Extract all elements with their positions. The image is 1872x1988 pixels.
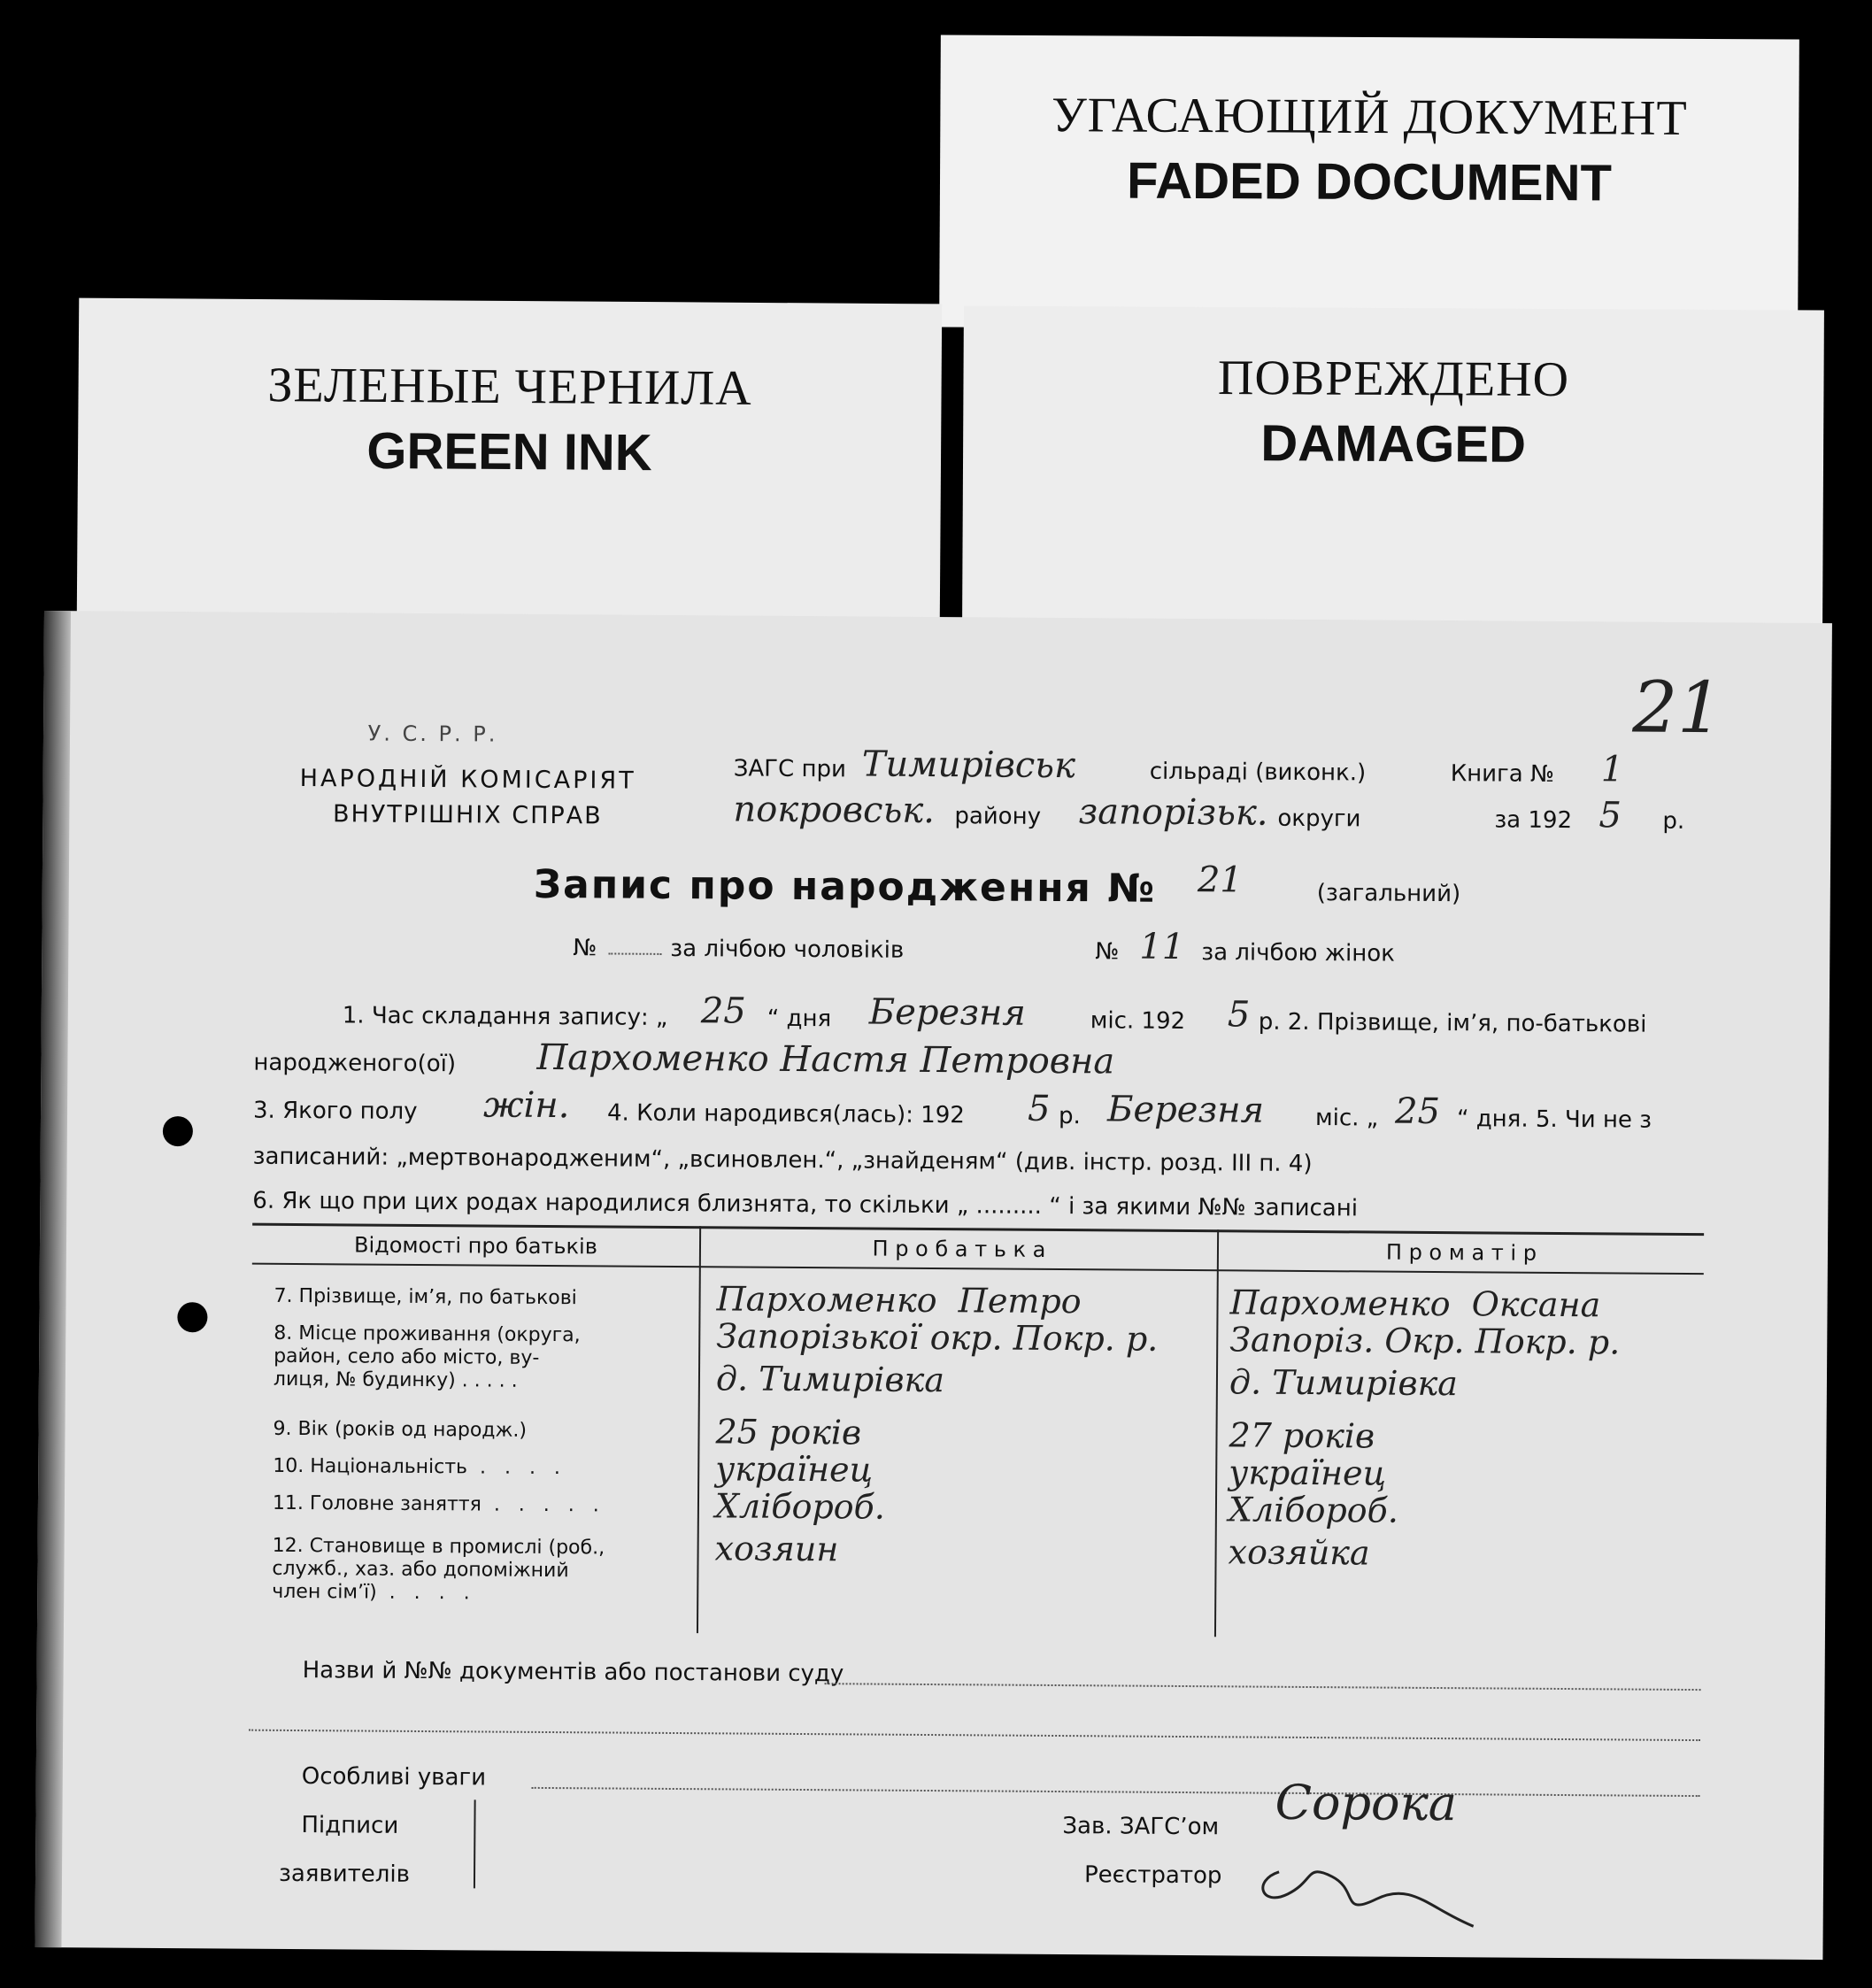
green-ink-label-ru: ЗЕЛЕНЫЕ ЧЕРНИЛА	[267, 358, 752, 416]
punch-hole	[163, 1116, 193, 1146]
okrug-handwritten: запорізьк.	[1078, 791, 1268, 834]
damaged-label-en: DAMAGED	[1260, 414, 1527, 474]
mother-value: хозяйка	[1228, 1532, 1370, 1573]
birth-day-handwritten: 25	[1394, 1090, 1441, 1133]
mother-value: Хлібороб.	[1228, 1490, 1399, 1530]
row-label: 10. Національність . . . .	[273, 1454, 561, 1480]
green-ink-label-en: GREEN INK	[366, 421, 652, 482]
mother-value: 27 років	[1229, 1415, 1375, 1456]
birth-month-suffix: міс. „	[1314, 1105, 1379, 1132]
year-handwritten: 5	[1599, 795, 1622, 836]
birth-year-suffix: р.	[1058, 1103, 1081, 1130]
month-label: міс. 192	[1090, 1007, 1186, 1036]
ussr-label: У. С. Р. Р.	[367, 720, 498, 747]
record-number-handwritten: 21	[1197, 859, 1243, 901]
head-signature: Сорока	[1275, 1774, 1458, 1832]
faded-label-en: FADED DOCUMENT	[1126, 151, 1613, 212]
father-value: українец	[715, 1449, 874, 1490]
mother-value: українец	[1229, 1452, 1387, 1493]
documents-label: Назви й №№ документів або постанови суду	[302, 1657, 844, 1688]
father-value: хозяин	[714, 1529, 839, 1569]
row-label: 7. Прізвище, ім’я, по батькові	[273, 1284, 577, 1310]
green-ink-card	[77, 298, 943, 628]
birth-year-handwritten: 5	[1027, 1088, 1051, 1129]
district-label: району	[954, 803, 1042, 830]
signature-divider	[474, 1799, 476, 1888]
men-count-no: №	[573, 935, 597, 962]
mother-value: Запоріз. Окр. Покр. р. д. Тимирівка	[1229, 1320, 1621, 1404]
birth-day-suffix: “ дня. 5. Чи не з	[1456, 1106, 1652, 1134]
village-handwritten: Тимирівськ	[861, 744, 1076, 787]
table-header-mother: П р о м а т і р	[1385, 1239, 1537, 1266]
record-day-handwritten: 25	[700, 990, 746, 1032]
father-value: Запорізької окр. Покр. р. д. Тимирівка	[715, 1316, 1159, 1400]
registrar-signature	[1252, 1845, 1501, 1936]
row-label: 11. Головне заняття . . . . .	[272, 1491, 599, 1517]
sex-handwritten: жін.	[482, 1084, 570, 1127]
notes-line	[532, 1787, 1700, 1797]
women-count-no: №	[1095, 938, 1120, 966]
birth-date-label: 4. Коли народився(лась): 192	[606, 1099, 965, 1129]
mother-value: Пархоменко Оксана	[1229, 1283, 1601, 1325]
okrug-label: округи	[1277, 805, 1361, 833]
table-col-divider	[697, 1226, 701, 1633]
birth-record-form	[35, 611, 1831, 1960]
damaged-label-ru: ПОВРЕЖДЕНО	[1217, 350, 1570, 408]
father-value: 25 років	[715, 1412, 862, 1452]
row-label: 9. Вік (років од народж.)	[273, 1417, 528, 1442]
council-label: сільраді (виконк.)	[1149, 758, 1367, 787]
record-month-handwritten: Березня	[868, 991, 1027, 1034]
year-label: за 192	[1494, 806, 1573, 835]
women-count-label: за лічбою жінок	[1201, 939, 1396, 967]
stillborn-label: записаний: „мертвонародженим“, „всиновлен.“, „знайденям“ (див. інстр. розд. III п. 4)	[252, 1143, 1313, 1178]
men-count-blank	[608, 952, 661, 954]
faded-label-ru: УГАСАЮЩИЙ ДОКУМЕНТ	[1051, 88, 1688, 146]
book-label: Книга №	[1450, 760, 1555, 788]
damaged-card	[962, 305, 1824, 628]
day-label: “ дня	[767, 1005, 832, 1033]
record-title: Запис про народження №	[533, 861, 1157, 912]
record-time-label: 1. Час складання запису: „	[342, 1002, 668, 1031]
name-label: р. 2. Прізвище, ім’я, по-батькові	[1258, 1008, 1647, 1038]
women-count-handwritten: 11	[1139, 926, 1185, 968]
table-header-father: П р о б а т ь к а	[872, 1236, 1046, 1262]
punch-hole	[177, 1302, 207, 1332]
torn-edge	[35, 611, 71, 1947]
row-label: 8. Місце проживання (округа, район, село або місто, ву- лиця, № будинку) . . . . .	[273, 1321, 581, 1392]
father-value: Пархоменко Петро	[716, 1279, 1082, 1321]
declarants-label: заявителів	[278, 1860, 411, 1888]
general-label: (загальний)	[1316, 880, 1461, 908]
child-label: народженого(ої)	[253, 1049, 457, 1078]
notes-label: Особливі уваги	[301, 1763, 487, 1792]
documents-line	[825, 1683, 1701, 1691]
record-year-handwritten: 5	[1227, 994, 1251, 1036]
corner-number-handwritten: 21	[1631, 666, 1723, 750]
zags-label: ЗАГС при	[733, 755, 847, 783]
father-value: Хлібороб.	[714, 1486, 886, 1527]
men-count-label: за лічбою чоловіків	[670, 935, 905, 964]
head-label: Зав. ЗАГС’ом	[1062, 1813, 1220, 1841]
book-number-handwritten: 1	[1600, 749, 1624, 790]
table-col-divider	[1214, 1229, 1219, 1637]
commissariat-label: НАРОДНІЙ КОМІСАРІЯТ	[299, 765, 636, 795]
district-handwritten: покровськ.	[733, 789, 936, 832]
registrar-label: Реєстратор	[1083, 1861, 1222, 1890]
blank-line	[249, 1730, 1700, 1741]
internal-affairs-label: ВНУТРІШНІХ СПРАВ	[332, 800, 603, 830]
signatures-label: Підписи	[301, 1812, 399, 1839]
birth-month-handwritten: Березня	[1106, 1089, 1265, 1131]
year-suffix: р.	[1662, 807, 1685, 835]
table-header-parents: Відомості про батьків	[353, 1232, 598, 1260]
row-label: 12. Становище в промислі (роб., служб., хаз. або допоміжний член сім’ї) . . . .	[272, 1534, 605, 1605]
sex-label: 3. Якого полу	[252, 1097, 418, 1125]
faded-document-card	[939, 35, 1799, 331]
child-name-handwritten: Пархоменко Настя Петровна	[536, 1036, 1115, 1083]
twins-label: 6. Як що при цих родах народилися близнята, то скільки „ ......... “ і за якими №№ записані	[252, 1187, 1359, 1222]
